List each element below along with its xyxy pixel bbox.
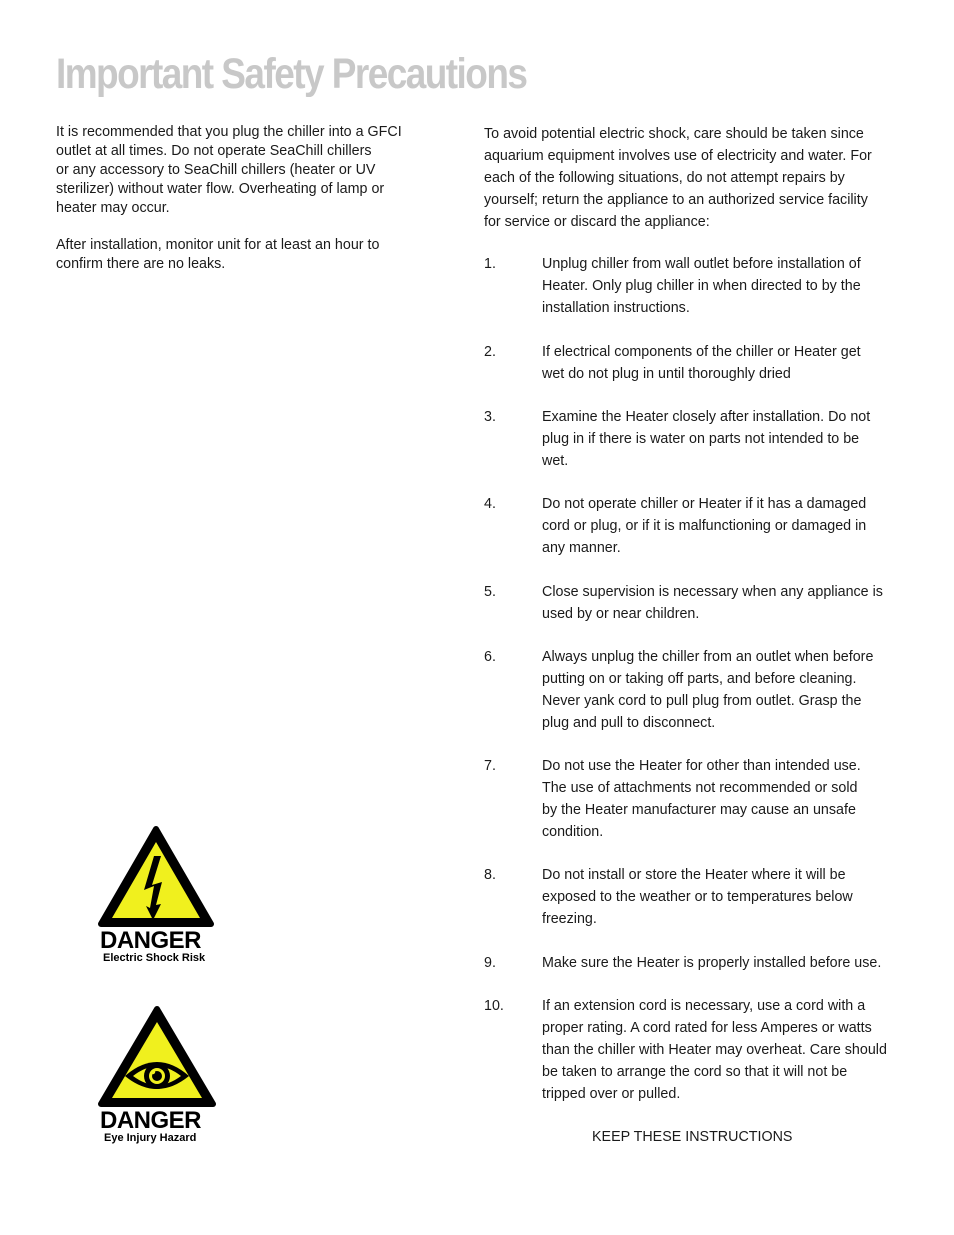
list-item-number: 2. bbox=[484, 344, 496, 360]
list-item-text: Do not install or store the Heater where it will be exposed to the weather or to temperatures below freezing. bbox=[542, 867, 853, 927]
list-item-number: 8. bbox=[484, 867, 496, 883]
eye-hazard-warning-icon bbox=[96, 1004, 218, 1110]
list-item-text: Do not use the Heater for other than intended use. The use of attachments not recommended or sold by the Heater manufacturer may cause an unsafe condition. bbox=[542, 758, 861, 840]
list-item-number: 3. bbox=[484, 409, 496, 425]
page-title: Important Safety Precautions bbox=[56, 50, 527, 98]
eye-injury-danger-sign bbox=[96, 1004, 220, 1145]
hazard-subtitle: Eye Injury Hazard bbox=[104, 1132, 197, 1144]
danger-heading: DANGER bbox=[100, 927, 202, 954]
list-item-text: If an extension cord is necessary, use a cord with a proper rating. A cord rated for less Amperes or watts than the chiller with Heater may overheat. Care should be taken to arrange the cord so that it will not be tripped over or pulled. bbox=[542, 998, 887, 1102]
list-item-text: Do not operate chiller or Heater if it has a damaged cord or plug, or if it is malfunctioning or damaged in any manner. bbox=[542, 496, 867, 556]
danger-heading: DANGER bbox=[100, 1107, 202, 1134]
list-item-text: Close supervision is necessary when any appliance is used by or near children. bbox=[542, 584, 883, 622]
electric-shock-warning-icon bbox=[96, 824, 216, 930]
hazard-subtitle: Electric Shock Risk bbox=[103, 952, 206, 964]
shock-intro-paragraph: To avoid potential electric shock, care should be taken since aquarium equipment involves use of electricity and water. For each of the following situations, do not attempt repairs by yourself; return the appliance to an authorized service facility for service or discard the appliance: bbox=[484, 126, 872, 230]
keep-instructions-note: KEEP THESE INSTRUCTIONS bbox=[592, 1129, 793, 1145]
list-item-number: 4. bbox=[484, 496, 496, 512]
electric-shock-danger-sign bbox=[96, 824, 220, 965]
gfci-paragraph: It is recommended that you plug the chiller into a GFCI outlet at all times. Do not operate SeaChill chillers or any accessory to SeaChill chillers (heater or UV sterilizer) without water flow. Overheating of lamp or heater may occur. bbox=[56, 124, 402, 216]
list-item-number: 7. bbox=[484, 758, 496, 774]
left-column bbox=[56, 123, 446, 292]
list-item-number: 6. bbox=[484, 649, 496, 665]
list-item-text: Make sure the Heater is properly installed before use. bbox=[542, 955, 882, 971]
list-item-number: 1. bbox=[484, 256, 496, 272]
list-item-text: If electrical components of the chiller or Heater get wet do not plug in until thoroughly dried bbox=[542, 344, 861, 382]
list-item-number: 5. bbox=[484, 584, 496, 600]
leak-check-paragraph: After installation, monitor unit for at least an hour to confirm there are no leaks. bbox=[56, 237, 380, 272]
list-item-text: Always unplug the chiller from an outlet when before putting on or taking off parts, and before cleaning. Never yank cord to pull plug from outlet. Grasp the plug and pull to disconnect. bbox=[542, 649, 874, 731]
list-item-text: Examine the Heater closely after installation. Do not plug in if there is water on parts not intended to be wet. bbox=[542, 409, 871, 469]
list-item-number: 9. bbox=[484, 955, 496, 971]
list-item-text: Unplug chiller from wall outlet before installation of Heater. Only plug chiller in when directed to by the installation instructions. bbox=[542, 256, 861, 316]
list-item-number: 10. bbox=[484, 998, 504, 1014]
